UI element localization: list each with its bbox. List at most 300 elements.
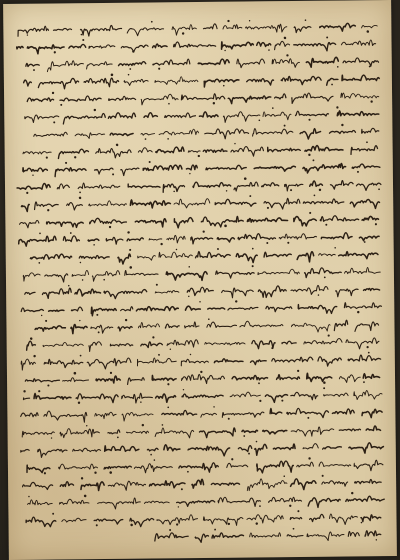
script-line: [19, 229, 380, 247]
script-word: [230, 392, 260, 397]
diacritic-dot: [231, 458, 233, 460]
script-word: [264, 198, 300, 209]
script-word: [23, 482, 53, 490]
script-word: [238, 446, 251, 452]
diacritic-dot: [287, 242, 289, 244]
diacritic-dot: [187, 471, 189, 473]
diacritic-dot: [41, 315, 42, 316]
script-word: [149, 481, 185, 488]
script-line: [34, 123, 379, 142]
script-word: [227, 463, 248, 467]
script-word: [310, 181, 323, 186]
diacritic-dot: [94, 471, 96, 473]
script-word: [366, 426, 380, 431]
script-word: [63, 236, 79, 242]
script-word: [42, 288, 71, 298]
script-line: [19, 211, 378, 229]
script-word: [217, 238, 234, 243]
script-word: [109, 96, 136, 100]
diacritic-dot: [248, 453, 250, 455]
diacritic-dot: [60, 104, 62, 106]
diacritic-dot: [93, 244, 95, 246]
diacritic-dot: [145, 138, 147, 140]
script-word: [250, 533, 281, 538]
script-word: [47, 61, 83, 72]
diacritic-dot: [284, 37, 287, 40]
script-word: [167, 235, 185, 243]
script-word: [365, 531, 381, 537]
diacritic-dot: [128, 74, 130, 76]
script-word: [196, 251, 231, 257]
script-word: [155, 428, 194, 439]
diacritic-dot: [323, 381, 326, 384]
script-word: [275, 41, 290, 49]
diacritic-dot: [183, 389, 184, 390]
script-word: [247, 514, 283, 523]
diacritic-dot: [188, 266, 190, 268]
diacritic-dot: [357, 171, 359, 173]
script-word: [144, 113, 157, 118]
script-word: [236, 253, 257, 262]
diacritic-dot: [27, 34, 28, 35]
diacritic-dot: [268, 49, 270, 51]
script-word: [270, 408, 282, 414]
script-word: [121, 45, 148, 52]
script-word: [152, 375, 176, 380]
script-word: [214, 359, 243, 363]
diacritic-dot: [170, 348, 171, 349]
script-word: [121, 168, 139, 176]
script-word: [319, 462, 351, 467]
script-word: [73, 448, 101, 452]
diacritic-dot: [258, 119, 260, 121]
script-word: [307, 373, 332, 382]
script-word: [98, 498, 141, 509]
diacritic-dot: [334, 247, 336, 249]
script-word: [188, 151, 200, 153]
script-word: [59, 464, 98, 470]
diacritic-dot: [364, 241, 366, 243]
script-word: [258, 286, 286, 298]
diacritic-dot: [152, 336, 154, 338]
script-word: [174, 42, 216, 48]
script-word: [211, 483, 239, 485]
script-line: [27, 492, 384, 511]
script-word: [320, 216, 358, 222]
script-word: [228, 307, 258, 310]
script-line: [27, 456, 383, 475]
script-word: [234, 182, 258, 191]
diacritic-dot: [228, 418, 230, 420]
script-word: [352, 164, 380, 169]
diacritic-dot: [228, 523, 230, 525]
diacritic-dot: [142, 424, 144, 426]
diacritic-dot: [308, 154, 310, 156]
script-word: [181, 359, 208, 366]
script-word: [304, 338, 342, 344]
diacritic-dot: [112, 173, 114, 175]
script-word: [23, 398, 29, 400]
script-word: [344, 302, 381, 308]
diacritic-dot: [284, 125, 286, 127]
script-word: [59, 499, 89, 504]
script-word: [17, 183, 50, 189]
script-word: [344, 267, 380, 273]
script-word: [348, 355, 381, 361]
script-line: [22, 421, 380, 439]
script-word: [303, 199, 344, 204]
script-word: [297, 462, 314, 467]
script-word: [21, 450, 29, 453]
script-word: [80, 25, 121, 36]
script-word: [292, 93, 333, 104]
diacritic-dot: [286, 54, 288, 56]
diacritic-dot: [98, 331, 100, 333]
script-word: [159, 252, 192, 258]
script-word: [186, 165, 197, 170]
script-word: [322, 481, 348, 487]
diacritic-dot: [323, 387, 325, 389]
diacritic-dot: [74, 156, 76, 158]
script-word: [257, 42, 271, 46]
script-word: [91, 325, 113, 333]
diacritic-dot: [188, 296, 189, 297]
script-word: [188, 446, 230, 456]
script-word: [355, 479, 382, 483]
script-word: [155, 290, 179, 293]
script-line: [25, 106, 379, 125]
script-word: [329, 131, 355, 134]
script-word: [222, 42, 254, 50]
diacritic-dot: [366, 346, 368, 348]
script-word: [216, 271, 254, 279]
diacritic-dot: [116, 144, 119, 147]
diacritic-dot: [38, 262, 40, 264]
script-word: [205, 342, 245, 345]
script-word: [69, 44, 86, 48]
script-word: [247, 218, 287, 222]
script-word: [362, 128, 379, 133]
script-word: [240, 321, 283, 327]
script-word: [26, 517, 56, 527]
diacritic-dot: [368, 352, 370, 354]
script-word: [324, 393, 348, 397]
script-word: [35, 326, 65, 331]
script-word: [257, 461, 294, 473]
diacritic-dot: [363, 381, 365, 383]
script-word: [272, 357, 313, 362]
script-word: [26, 63, 39, 66]
script-word: [201, 216, 243, 227]
script-word: [346, 338, 379, 349]
diacritic-dot: [150, 454, 152, 456]
script-word: [208, 308, 225, 309]
diacritic-dot: [68, 285, 70, 287]
script-word: [24, 80, 32, 86]
script-word: [303, 164, 346, 173]
script-word: [134, 463, 172, 472]
script-word: [304, 268, 341, 278]
script-line: [21, 439, 384, 458]
script-word: [19, 220, 38, 228]
script-word: [49, 310, 64, 311]
script-word: [201, 413, 217, 417]
diacritic-dot: [351, 492, 353, 494]
script-word: [122, 412, 153, 421]
diacritic-dot: [54, 51, 56, 53]
script-word: [155, 77, 198, 85]
script-word: [27, 500, 52, 505]
script-line: [23, 386, 382, 405]
script-word: [104, 466, 131, 469]
diacritic-dot: [154, 459, 156, 461]
script-line: [17, 36, 376, 54]
script-word: [38, 449, 67, 457]
script-line: [21, 299, 381, 317]
diacritic-dot: [266, 242, 268, 244]
script-word: [105, 445, 139, 451]
diacritic-dot: [318, 294, 320, 296]
script-word: [75, 133, 105, 139]
script-word: [162, 410, 197, 415]
script-word: [306, 57, 338, 67]
diacritic-dot: [109, 226, 111, 228]
script-word: [84, 78, 119, 87]
script-word: [34, 393, 71, 400]
script-word: [71, 307, 82, 311]
script-word: [361, 515, 381, 522]
script-word: [124, 79, 148, 85]
script-word: [159, 129, 198, 135]
diacritic-dot: [331, 84, 333, 86]
diacritic-dot: [74, 372, 77, 375]
script-word: [310, 514, 324, 521]
script-word: [255, 444, 267, 455]
script-word: [76, 393, 118, 403]
script-word: [321, 233, 352, 239]
diacritic-dot: [224, 50, 225, 51]
script-word: [91, 307, 116, 316]
diacritic-dot: [234, 143, 235, 144]
script-word: [337, 111, 379, 116]
script-word: [222, 288, 254, 298]
script-word: [96, 148, 131, 158]
diacritic-dot: [213, 406, 215, 408]
script-word: [144, 501, 169, 504]
diacritic-dot: [376, 539, 377, 540]
script-word: [291, 427, 334, 437]
script-word: [265, 395, 287, 403]
diacritic-dot: [223, 85, 225, 87]
script-word: [60, 482, 73, 487]
diacritic-dot: [308, 457, 310, 459]
diacritic-dot: [173, 191, 175, 193]
script-word: [195, 534, 208, 542]
script-word: [182, 394, 223, 398]
diacritic-dot: [198, 155, 200, 157]
script-word: [339, 251, 378, 259]
diacritic-dot: [326, 36, 328, 38]
script-word: [57, 184, 69, 189]
diacritic-dot: [259, 505, 261, 507]
script-word: [266, 306, 292, 312]
script-word: [323, 447, 342, 450]
diacritic-dot: [258, 382, 260, 384]
script-word: [297, 252, 314, 262]
script-word: [350, 199, 379, 208]
diacritic-dot: [30, 337, 33, 340]
script-word: [356, 183, 381, 190]
script-word: [362, 216, 378, 220]
script-word: [104, 290, 147, 299]
diacritic-dot: [162, 424, 164, 426]
diacritic-dot: [190, 354, 191, 355]
diacritic-dot: [252, 265, 254, 267]
script-word: [155, 533, 188, 541]
script-word: [179, 463, 218, 473]
script-line: [27, 88, 379, 106]
script-word: [204, 79, 239, 87]
diacritic-dot: [208, 318, 210, 320]
script-word: [191, 237, 213, 244]
script-word: [135, 219, 166, 227]
diacritic-dot: [305, 19, 307, 21]
script-line: [26, 53, 379, 72]
script-word: [207, 322, 237, 328]
script-word: [341, 40, 375, 46]
script-word: [318, 357, 341, 367]
script-word: [351, 146, 378, 155]
script-word: [319, 253, 336, 256]
script-word: [290, 479, 316, 490]
diacritic-dot: [226, 190, 228, 192]
diacritic-dot: [158, 354, 160, 356]
script-word: [215, 199, 256, 207]
diacritic-dot: [117, 436, 119, 438]
script-word: [238, 234, 275, 240]
diacritic-dot: [176, 249, 178, 251]
script-word: [254, 166, 295, 171]
script-word: [247, 79, 274, 86]
script-word: [205, 129, 249, 139]
script-word: [334, 320, 348, 330]
script-word: [108, 430, 120, 434]
script-word: [223, 25, 242, 29]
script-line: [17, 176, 381, 194]
diacritic-dot: [189, 173, 190, 174]
script-word: [222, 412, 264, 418]
script-line: [26, 509, 381, 528]
script-word: [17, 46, 23, 48]
script-word: [363, 288, 379, 290]
diacritic-dot: [94, 109, 96, 111]
diacritic-dot: [199, 301, 201, 303]
script-line: [23, 264, 380, 283]
script-word: [38, 78, 78, 89]
script-word: [275, 94, 286, 99]
script-word: [78, 183, 120, 189]
diacritic-dot: [96, 314, 98, 316]
script-word: [19, 236, 56, 246]
diacritic-dot: [167, 406, 169, 408]
diacritic-dot: [272, 107, 274, 109]
diacritic-dot: [96, 524, 98, 526]
script-word: [89, 45, 115, 49]
script-word: [300, 128, 321, 139]
script-word: [341, 93, 379, 99]
script-word: [62, 518, 86, 522]
script-line: [23, 141, 378, 159]
script-word: [27, 341, 36, 350]
diacritic-dot: [129, 266, 132, 269]
script-word: [81, 482, 104, 491]
script-word: [287, 535, 303, 538]
diacritic-dot: [309, 212, 311, 214]
diacritic-dot: [293, 528, 295, 530]
diacritic-dot: [322, 475, 324, 477]
script-word: [47, 221, 84, 227]
script-word: [149, 239, 162, 241]
script-word: [290, 517, 301, 519]
diacritic-dot: [23, 390, 25, 392]
diacritic-dot: [178, 506, 179, 507]
script-word: [218, 497, 260, 507]
script-word: [263, 112, 291, 121]
script-word: [343, 58, 379, 67]
script-word: [303, 444, 318, 449]
diacritic-dot: [289, 505, 291, 507]
script-word: [269, 497, 302, 502]
script-word: [25, 378, 59, 382]
diacritic-dot: [297, 510, 299, 512]
script-word: [164, 445, 180, 451]
script-word: [157, 515, 198, 525]
script-word: [349, 443, 384, 454]
script-word: [21, 308, 43, 312]
diacritic-dot: [44, 472, 46, 474]
script-word: [130, 200, 170, 209]
script-word: [22, 431, 54, 437]
script-word: [143, 165, 182, 170]
script-word: [263, 430, 287, 434]
script-word: [262, 183, 279, 187]
script-word: [193, 182, 231, 188]
script-word: [63, 378, 89, 382]
diacritic-dot: [45, 320, 47, 322]
diacritic-dot: [176, 523, 178, 525]
script-word: [128, 378, 145, 385]
diacritic-dot: [84, 495, 87, 498]
diacritic-dot: [307, 417, 309, 419]
script-word: [174, 218, 193, 228]
diacritic-dot: [337, 66, 339, 68]
diacritic-dot: [79, 191, 81, 193]
diacritic-dot: [324, 276, 326, 278]
script-word: [121, 307, 133, 311]
diacritic-dot: [156, 284, 158, 286]
script-word: [96, 376, 120, 383]
script-word: [89, 342, 102, 352]
script-word: [30, 254, 71, 259]
script-line: [24, 71, 380, 90]
script-word: [223, 111, 260, 122]
diacritic-dot: [110, 372, 112, 374]
script-word: [187, 287, 213, 295]
script-word: [147, 448, 158, 451]
script-word: [43, 342, 83, 346]
script-word: [342, 75, 379, 81]
diacritic-dot: [160, 243, 162, 245]
